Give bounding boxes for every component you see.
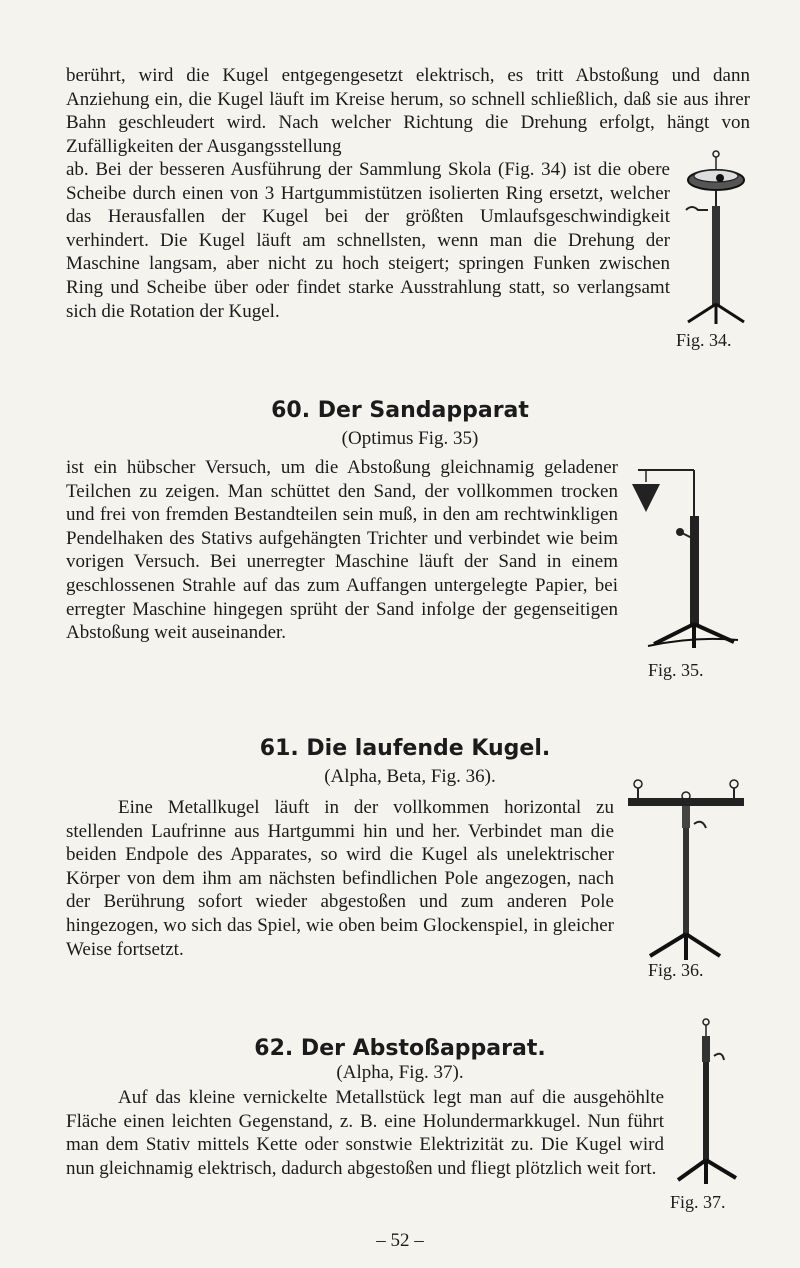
section-60-heading: 60. Der Sandapparat [271,398,529,423]
figure-35-caption: Fig. 35. [648,660,704,680]
section-61-heading: 61. Die laufende Kugel. [259,736,551,761]
section-61-body: Eine Metallkugel läuft in der vollkommen horizontal zu stellenden Laufrinne aus Hartgummi hin und her. Verbindet man die beiden Endpole des Apparates, so wird die Kugel als unelektrischer Körper von dem ihm am nächsten befindlichen Pole angezogen, nach der Berührung sofort wieder abgestoßen und zum anderen Pole hingezogen, wo sich das Spiel, wie oben beim Glockenspiel, in gleicher Weise fortsetzt. [66,797,614,960]
section-60-subheading: (Optimus Fig. 35) [341,428,479,449]
figure-34-caption: Fig. 34. [676,330,732,350]
page-number: – 52 – [376,1230,424,1251]
figure-34 [676,148,756,338]
electric-ring-apparatus-icon [676,148,756,328]
figure-37-caption: Fig. 37. [670,1192,726,1212]
section-62-subheading: (Alpha, Fig. 37). [336,1062,464,1083]
section-60-body: ist ein hübscher Versuch, um die Abstoßung gleichnamig geladener Teilchen zu zeigen. Man schüttet den Sand, der vollkommen trocken und frei von fremden Bestandteilen sein muß, in den am rechtwinkligen Pendelhaken des Stativs aufgehängten Trichter und verbindet wie beim vorigen Versuch. Bei unerregter Maschine läuft der Sand in einem geschlossenen Strahle auf das zum Auffangen untergelegte Papier, bei erregter Maschine hingegen sprüht der Sand infolge der gegenseitigen Abstoßung weit auseinander. [66,457,618,644]
sand-apparatus-icon [628,456,748,656]
rolling-ball-apparatus-icon [624,776,748,962]
figure-37 [672,1016,752,1192]
section-62-body: Auf das kleine vernickelte Metallstück legt man auf die ausgehöhlte Fläche einen leichten Gegenstand, z. B. eine Holundermarkkugel. Nun führt man dem Stativ mittels Kette oder sonstwie Elektrizität zu. Die Kugel wird nun gleichnamig elektrisch, dadurch abgestoßen und fliegt plötzlich weit fort. [66,1087,664,1179]
intro-paragraph-wrap: ab. Bei der besseren Ausführung der Sammlung Skola (Fig. 34) ist die obere Scheibe durch einen von 3 Hartgummistützen isolierten Ring ersetzt, welcher das Herausfallen der Kugel bei der größten Umlaufsgeschwindigkeit verhindert. Die Kugel läuft am schnellsten, wenn man die Drehung der Maschine langsam, aber nicht zu hoch steigert; springen Funken zwischen Ring und Scheibe über oder findet starke Ausstrahlung statt, so verlangsamt sich die Rotation der Kugel. [66,159,670,322]
intro-paragraph-top: berührt, wird die Kugel entgegengesetzt elektrisch, es tritt Abstoßung und dann Anziehung ein, die Kugel läuft im Kreise herum, so schnell schließlich, daß sie aus ihrer Bahn geschleudert wird. Nach welcher Richtung die Drehung erfolgt, hängt von Zufälligkeiten der Ausgangsstellung [66,65,750,157]
section-61-subheading: (Alpha, Beta, Fig. 36). [324,766,496,787]
figure-36-caption: Fig. 36. [648,960,704,980]
figure-35 [628,456,748,656]
repulsion-apparatus-icon [672,1016,752,1192]
section-62-heading: 62. Der Abstoßapparat. [254,1036,546,1061]
figure-36 [624,776,748,962]
